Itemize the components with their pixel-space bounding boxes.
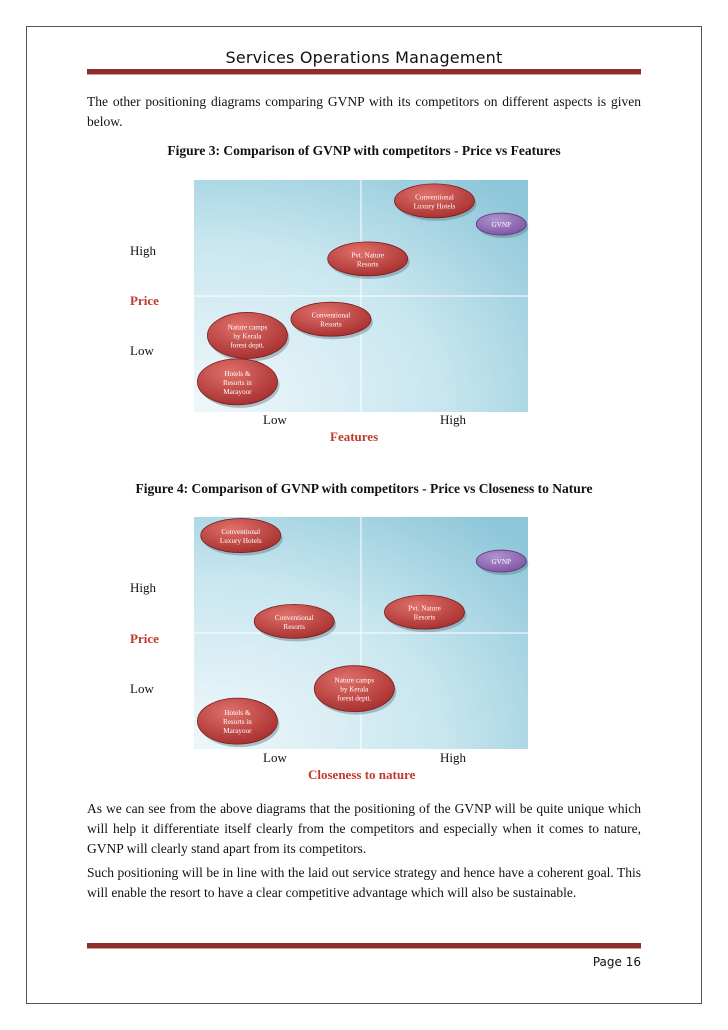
bubble-label: Marayoor [223,727,252,736]
bubble-label: GVNP [491,558,512,567]
page-header: Services Operations Management [225,48,503,67]
bubble-label: Hotels & [224,709,251,718]
bubble-label: GVNP [491,221,512,230]
bubble-label: Conventional [311,311,351,320]
bubble-label: Resorts [320,320,342,329]
figure-3-x-label: Features [330,429,379,444]
figure-4-y-high: High [130,580,156,595]
figure-3-y-high: High [130,243,156,258]
bubble-label: forest deptt. [230,341,265,350]
bubble-label: Resorts [356,260,379,269]
figure-3-x-low: Low [263,412,287,427]
figure-3-title: Figure 3: Comparison of GVNP with competitors - Price vs Features [167,143,561,158]
bubble-label: Luxury Hotels [219,537,262,546]
figure-3-y-label: Price [130,293,159,308]
figure-4-positioning-map [194,517,528,749]
bubble-label: Hotels & [224,369,251,378]
header-rule [87,69,641,75]
positioning-map-svg [194,517,528,749]
conclusion-paragraph: Such positioning will be in line with the laid out service strategy and hence have a coherent goal. This will enable the resort to have a clear competitive advantage which will also be sustainable. [87,865,641,900]
intro-paragraph: The other positioning diagrams comparing GVNP with its competitors on different aspects is given below. [87,94,641,129]
figure-4-x-label: Closeness to nature [308,767,416,782]
bubble-label: Conventional [221,528,261,537]
bubble-label: Resorts [283,622,305,631]
figure-4-title: Figure 4: Comparison of GVNP with competitors - Price vs Closeness to Nature [135,481,593,496]
positioning-map-svg [194,180,528,412]
bubble-label: Resorts in [222,378,252,387]
bubble-label: by Kerala [340,685,369,694]
bubble-label: Pvt. Nature [408,604,441,613]
bubble-label: forest deptt. [337,694,372,703]
bubble-label: Resorts in [222,718,252,727]
bubble-label: Resorts [413,613,436,622]
figure-3-y-low: Low [130,343,154,358]
bubble-label: Pvt. Nature [351,251,385,260]
footer-rule [87,943,641,949]
analysis-paragraph: As we can see from the above diagrams that the positioning of the GVNP will be quite unique which will help it differentiate itself clearly from the competitors and especially when it comes to nature, GVNP will clearly stand apart from its competitors. [87,801,641,856]
bubble-label: Nature camps [227,323,268,332]
figure-3-positioning-map [194,180,528,412]
bubble-label: Luxury Hotels [413,202,456,211]
figure-3-x-high: High [440,412,466,427]
page-number: Page 16 [592,955,641,969]
figure-4-y-low: Low [130,681,154,696]
bubble-label: Conventional [274,613,314,622]
figure-4-y-label: Price [130,631,159,646]
bubble-label: Conventional [415,193,454,202]
bubble-label: by Kerala [233,332,262,341]
bubble-label: Marayoor [223,387,252,396]
figure-4-x-high: High [440,750,466,765]
figure-4-x-low: Low [263,750,287,765]
bubble-label: Nature camps [334,676,375,685]
